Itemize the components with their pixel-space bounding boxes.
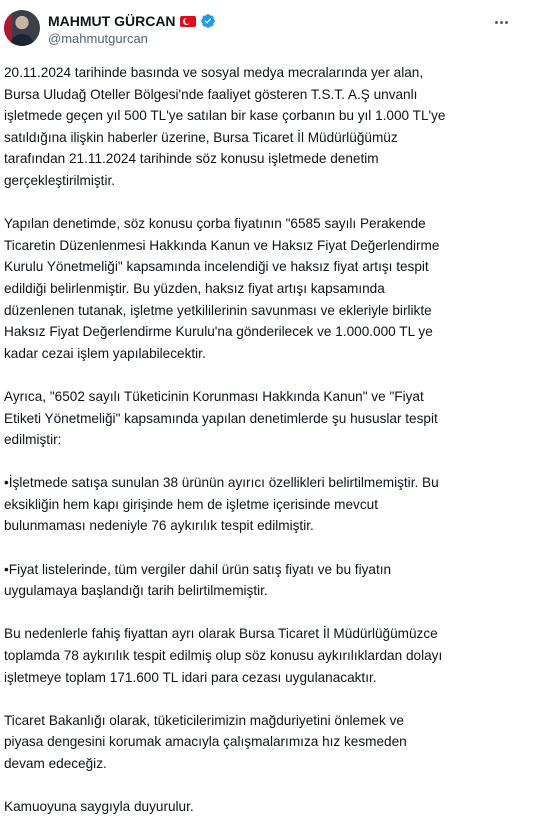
tweet-paragraph: •Fiyat listelerinde, tüm vergiler dahil ürün satış fiyatı ve bu fiyatın uygulamaya başlandığı tarih belirtilmemiştir. bbox=[4, 561, 392, 599]
dot-icon bbox=[505, 21, 508, 24]
tweet-paragraph: •İşletmede satışa sunulan 38 ürünün ayırıcı özellikleri belirtilmemiştir. Bu eksikliğin hem kapı girişinde hem de işletme içerisinde mevcut bulunmaması nedeniyle 76 aykırılık tespit edilmiştir. bbox=[4, 475, 439, 534]
tweet-paragraph: Ayrıca, "6502 sayılı Tüketicinin Korunması Hakkında Kanun" ve "Fiyat Etiketi Yönetmeliği" kapsamında yapılan denetimlerde şu hususlar tespit edilmiştir: bbox=[4, 388, 438, 448]
author-name-row bbox=[48, 12, 216, 30]
avatar[interactable] bbox=[4, 10, 40, 46]
author-handle[interactable]: @mahmutgurcan bbox=[48, 31, 148, 46]
tweet-paragraph: Kamuoyuna saygıyla duyurulur. bbox=[4, 799, 194, 815]
dot-icon bbox=[495, 21, 498, 24]
avatar-flag-backdrop bbox=[4, 10, 12, 46]
more-options-icon[interactable] bbox=[489, 12, 513, 32]
tweet-paragraph: 20.11.2024 tarihinde basında ve sosyal medya mecralarında yer alan, Bursa Uludağ Oteller Bölgesi'nde faaliyet gösteren T.S.T. A.Ş unvanlı işletmede geçen yıl 500 TL'ye satılan bir kase çorbanın bu yıl 1.000 TL'ye satıldığına ilişkin haberler üzerine, Bursa Ticaret İl Müdürlüğümüz tarafından 21.11.2024 tarihinde söz konusu işletmede denetim gerçekleştirilmiştir. bbox=[4, 65, 446, 188]
tweet-paragraph: Yapılan denetimde, söz konusu çorba fiyatının "6585 sayılı Perakende Ticaretin Düzenlenmesi Hakkında Kanun ve Haksız Fiyat Değerlendirme Kurulu Yönetmeliği" kapsamında incelendiği ve haksız fiyat artışı tespit edildiği belirlenmiştir. Bu yüzden, haksız fiyat artışı kapsamında düzenlenen tutanak, işletme yetkililerinin savunması ve ekleriyle birlikte Haksız Fiyat Değerlendirme Kurulu'na gönderilecek ve 1.000.000 TL ye kadar cezai işlem yapılabilecektir. bbox=[4, 216, 440, 361]
tweet-paragraph: Bu nedenlerle fahiş fiyattan ayrı olarak Bursa Ticaret İl Müdürlüğümüzce toplamda 78 aykırılık tespit edilmiş olup söz konusu aykırılıklardan dolayı işletmeye toplam 171.600 TL idari para cezası uygulanacaktır. bbox=[4, 626, 443, 685]
tweet-header bbox=[0, 0, 533, 56]
verified-badge-icon bbox=[200, 13, 216, 29]
turkey-flag-icon bbox=[180, 16, 196, 27]
dot-icon bbox=[500, 21, 503, 24]
tweet-text bbox=[4, 62, 524, 818]
author-display-name[interactable]: MAHMUT GÜRCAN bbox=[48, 13, 176, 29]
tweet-paragraph: Ticaret Bakanlığı olarak, tüketicilerimizin mağduriyetini önlemek ve piyasa dengesini korumak amacıyla çalışmalarımıza hız kesmeden devam edeceğiz. bbox=[4, 712, 407, 771]
